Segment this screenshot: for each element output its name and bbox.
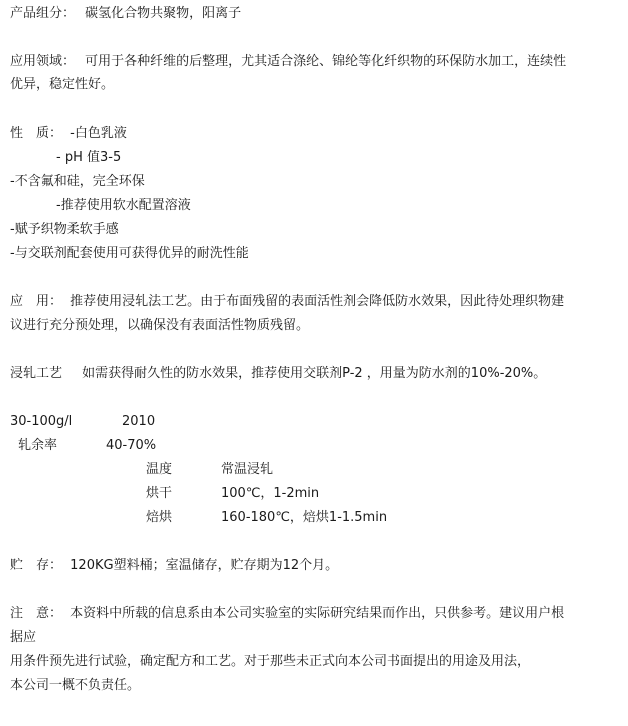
process-row-label: 焙烘 <box>146 510 173 525</box>
notice-line-4 <box>10 678 140 694</box>
storage-line <box>10 558 338 574</box>
process-row-label: 烘干 <box>146 486 173 501</box>
properties-line-5 <box>10 222 119 238</box>
properties-item-2: - pH 值3-5 <box>56 150 122 165</box>
properties-line-1 <box>10 126 127 142</box>
padding-process-label: 浸轧工艺 <box>10 366 63 381</box>
notice-line-2 <box>10 630 36 646</box>
padding-process-value: 如需获得耐久性的防水效果，推荐使用交联剂P-2 ，用量为防水剂的10%-20%。 <box>82 366 547 381</box>
application-field-line-1 <box>10 54 566 70</box>
composition-label: 产品组分： <box>10 6 76 21</box>
properties-item-6: -与交联剂配套使用可获得优异的耐洗性能 <box>10 246 249 261</box>
properties-label: 性 质： <box>10 126 63 141</box>
notice-line-3 <box>10 654 530 670</box>
properties-line-6 <box>10 246 249 262</box>
dosage-value: 30-100g/l <box>10 414 73 429</box>
usage-value-1: 推荐使用浸轧法工艺。由于布面残留的表面活性剂会降低防水效果，因此待处理织物建 <box>70 294 565 309</box>
notice-value-1: 本资料中所载的信息系由本公司实验室的实际研究结果而作出，只供参考。建议用户根 <box>70 606 565 621</box>
notice-value-4: 本公司一概不负责任。 <box>10 678 141 693</box>
properties-line-4 <box>56 198 191 214</box>
padding-process-line <box>10 366 546 382</box>
application-field-value-2: 优异，稳定性好。 <box>10 77 115 92</box>
process-row-value: 100℃，1-2min <box>221 486 320 501</box>
properties-line-3 <box>10 174 145 190</box>
pickup-value: 40-70% <box>106 438 157 453</box>
product-value: 2010 <box>122 414 156 429</box>
usage-value-2: 议进行充分预处理，以确保没有表面活性物质残留。 <box>10 318 310 333</box>
process-row-label: 温度 <box>146 462 173 477</box>
notice-value-3: 用条件预先进行试验，确定配方和工艺。对于那些未正式向本公司书面提出的用途及用法， <box>10 654 531 669</box>
storage-label: 贮 存： <box>10 558 63 573</box>
application-field-label: 应用领域： <box>10 54 76 69</box>
storage-value: 120KG塑料桶；室温储存，贮存期为12个月。 <box>70 558 339 573</box>
usage-line-2 <box>10 318 309 334</box>
application-field-value-1: 可用于各种纤维的后整理，尤其适合涤纶、锦纶等化纤织物的环保防水加工，连续性 <box>85 54 567 69</box>
properties-item-4: -推荐使用软水配置溶液 <box>56 198 191 213</box>
properties-item-3: -不含氟和硅，完全环保 <box>10 174 145 189</box>
properties-item-5: -赋予织物柔软手感 <box>10 222 119 237</box>
properties-item-1: -白色乳液 <box>70 126 127 141</box>
process-row-value: 常温浸轧 <box>221 462 274 477</box>
composition-line <box>10 6 241 22</box>
application-field-line-2 <box>10 77 114 93</box>
process-row-value: 160-180℃，焙烘1-1.5min <box>221 510 388 525</box>
notice-value-2: 据应 <box>10 630 37 645</box>
usage-line-1 <box>10 294 564 310</box>
properties-line-2 <box>56 150 121 166</box>
pickup-label: 轧余率 <box>18 438 58 453</box>
composition-value: 碳氢化合物共聚物，阳离子 <box>85 6 242 21</box>
notice-label: 注 意： <box>10 606 63 621</box>
notice-line-1 <box>10 606 564 622</box>
usage-label: 应 用： <box>10 294 63 309</box>
